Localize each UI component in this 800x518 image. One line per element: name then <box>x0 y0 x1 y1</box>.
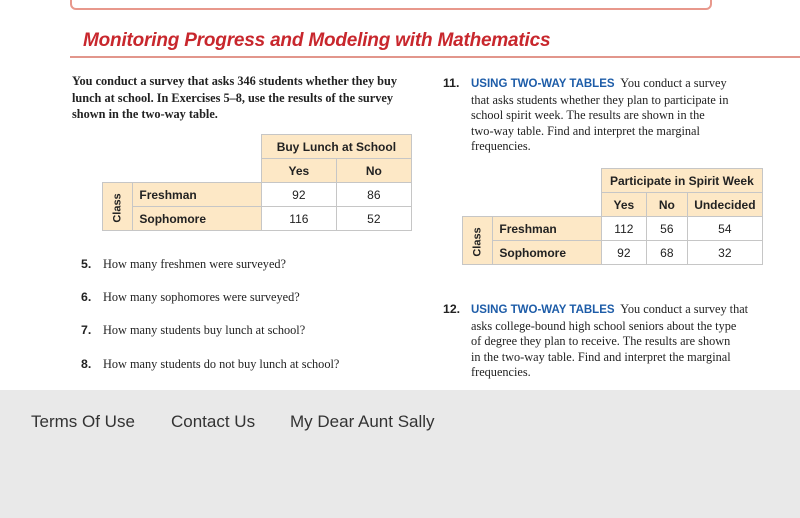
spirit-cell: 32 <box>687 241 762 265</box>
lunch-two-way-table <box>102 134 412 231</box>
spirit-two-way-table <box>462 168 763 265</box>
terms-of-use-link[interactable]: Terms Of Use <box>31 412 135 431</box>
lunch-cell: 86 <box>336 183 411 207</box>
heading-rule <box>70 56 800 58</box>
spirit-col-yes: Yes <box>601 193 646 217</box>
exercise-12-keyword: USING TWO-WAY TABLES <box>471 304 615 316</box>
spirit-row-label: Freshman <box>493 217 602 241</box>
lunch-cell: 52 <box>336 207 411 231</box>
lunch-col-yes: Yes <box>261 159 336 183</box>
spirit-row-label: Sophomore <box>493 241 602 265</box>
exercise-11: 11. USING TWO-WAY TABLES You conduct a survey that asks students whether they plan to participate in school spirit week. The results are shown in the two-way table. Find and interpret the marginal frequencies. <box>443 76 729 153</box>
lunch-row-label: Freshman <box>133 183 262 207</box>
spirit-cell: 112 <box>601 217 646 241</box>
intro-paragraph: You conduct a survey that asks 346 students whether they buy lunch at school. In Exercises 5–8, use the results of the survey shown in the two-way table. <box>72 74 397 121</box>
lunch-cell: 116 <box>261 207 336 231</box>
spirit-cell: 68 <box>646 241 687 265</box>
exercise-12: 12. USING TWO-WAY TABLES You conduct a survey that asks college-bound high school seniors about the type of degree they plan to receive. The results are shown in the two-way table. Find and interpret the marginal frequencies. <box>443 302 749 379</box>
question-5: 5. How many freshmen were surveyed? <box>81 257 287 271</box>
section-heading: Monitoring Progress and Modeling with Mathematics <box>83 30 551 51</box>
spirit-cell: 92 <box>601 241 646 265</box>
contact-us-link[interactable]: Contact Us <box>171 412 256 431</box>
lunch-cell: 92 <box>261 183 336 207</box>
site-footer <box>0 390 800 518</box>
lunch-side-label: Class <box>103 183 133 231</box>
lunch-col-no: No <box>336 159 411 183</box>
spirit-cell: 54 <box>687 217 762 241</box>
exercise-11-keyword: USING TWO-WAY TABLES <box>471 78 615 90</box>
spirit-col-undecided: Undecided <box>687 193 762 217</box>
lunch-table-title: Buy Lunch at School <box>261 135 411 159</box>
question-7: 7. How many students buy lunch at school? <box>81 323 306 337</box>
spirit-cell: 56 <box>646 217 687 241</box>
spirit-col-no: No <box>646 193 687 217</box>
lunch-row-label: Sophomore <box>133 207 262 231</box>
question-6: 6. How many sophomores were surveyed? <box>81 290 300 304</box>
question-8: 8. How many students do not buy lunch at school? <box>81 357 340 371</box>
previous-section-box <box>70 0 712 10</box>
spirit-side-label: Class <box>463 217 493 265</box>
spirit-table-title: Participate in Spirit Week <box>601 169 762 193</box>
my-dear-aunt-sally-link[interactable]: My Dear Aunt Sally <box>290 412 435 431</box>
